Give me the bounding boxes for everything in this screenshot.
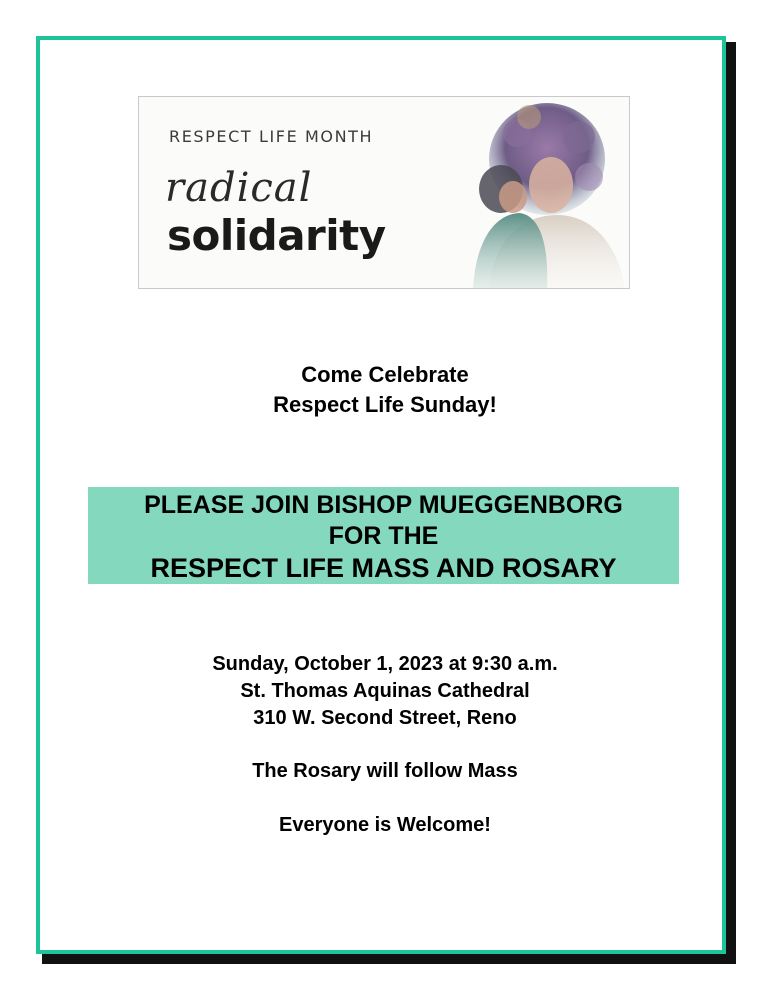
banner-kicker: RESPECT LIFE MONTH (169, 127, 374, 146)
join-line-1: PLEASE JOIN BISHOP MUEGGENBORG (144, 491, 623, 519)
banner-script-word: radical (165, 165, 313, 211)
join-line-3: RESPECT LIFE MASS AND ROSARY (150, 553, 617, 583)
join-line-2: FOR THE (328, 522, 439, 550)
event-datetime: Sunday, October 1, 2023 at 9:30 a.m. (212, 653, 558, 675)
headline-line-2: Respect Life Sunday! (273, 392, 497, 417)
headline-line-1: Come Celebrate (301, 362, 469, 387)
event-address: 310 W. Second Street, Reno (253, 707, 517, 729)
event-venue: St. Thomas Aquinas Cathedral (240, 680, 530, 702)
welcome-note: Everyone is Welcome! (279, 814, 491, 836)
join-invitation-box (88, 487, 679, 584)
rosary-note: The Rosary will follow Mass (252, 760, 518, 782)
event-details (36, 651, 734, 732)
mother-and-child-illustration (429, 97, 629, 289)
headline (36, 360, 734, 420)
banner-bold-word: solidarity (167, 211, 386, 260)
respect-life-banner (138, 96, 630, 289)
